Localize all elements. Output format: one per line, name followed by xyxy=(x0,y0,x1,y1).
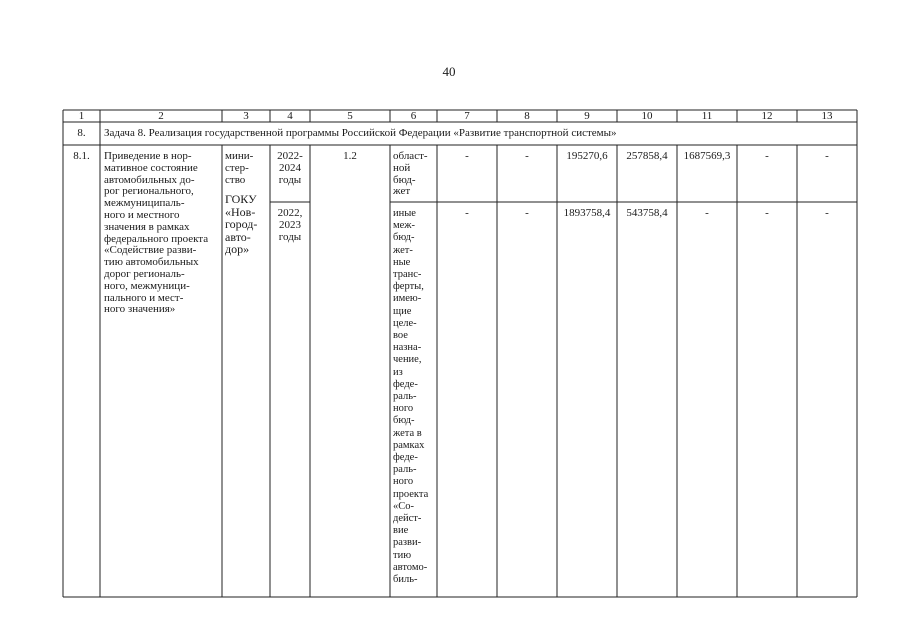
value-r1-c13: - xyxy=(825,150,829,162)
page-number: 40 xyxy=(442,64,456,79)
value-r1-c12: - xyxy=(765,150,769,162)
value-r2-c13: - xyxy=(825,207,829,219)
value-r2-c8: - xyxy=(525,207,529,219)
value-r2-c10: 543758,4 xyxy=(626,207,668,219)
col-header-9: 9 xyxy=(584,110,590,122)
executor-goku: ГОКУ «Нов- город- авто- дор» xyxy=(225,192,258,256)
target-indicator-ref: 1.2 xyxy=(343,150,357,162)
col-header-1: 1 xyxy=(78,110,85,122)
value-r2-c12: - xyxy=(765,207,769,219)
col-header-11: 11 xyxy=(701,110,713,122)
funding-source-federal: иные меж- бюд- жет- ные транс- ферты, имею- щие целе- вое назна- чение, из феде- раль- ного бюд- жета в рамках феде- раль- ного проекта «Со- дейст- вие разви- тию автомо- биль- xyxy=(393,208,429,586)
col-header-4: 4 xyxy=(287,110,293,122)
value-r1-c8: - xyxy=(525,150,529,162)
col-header-2: 2 xyxy=(158,110,164,122)
value-r2-c11: - xyxy=(705,207,709,219)
col-header-8: 8 xyxy=(524,110,530,122)
col-header-12: 12 xyxy=(761,110,773,122)
value-r1-c9: 195270,6 xyxy=(566,150,608,162)
col-header-6: 6 xyxy=(410,110,417,122)
row-number: 8.1. xyxy=(73,150,90,162)
row-name: Приведение в нор- мативное состояние автомобильных до- рог регионального, межмуниципаль- ного и местного значения в рамках федерального проекта «Содействие разви- тию автомобильных дорог региональ- ного, межмуници- пального и мест- ного значения» xyxy=(104,150,209,316)
value-r1-c11: 1687569,3 xyxy=(683,150,731,162)
executor-ministry: мини- стер- ство xyxy=(225,150,254,186)
value-r2-c9: 1893758,4 xyxy=(563,207,611,219)
col-header-3: 3 xyxy=(243,110,249,122)
value-r1-c10: 257858,4 xyxy=(626,150,668,162)
section-number: 8. xyxy=(77,127,86,139)
period-2: 2022, 2023 годы xyxy=(277,207,303,243)
col-header-7: 7 xyxy=(464,110,470,122)
period-1: 2022- 2024 годы xyxy=(277,150,303,186)
value-r1-c7: - xyxy=(465,150,469,162)
section-title: Задача 8. Реализация государственной программы Российской Федерации «Развитие транспортной системы» xyxy=(104,127,617,139)
funding-source-regional: област- ной бюд- жет xyxy=(393,150,428,198)
col-header-5: 5 xyxy=(347,110,353,122)
value-r2-c7: - xyxy=(465,207,469,219)
col-header-13: 13 xyxy=(821,110,833,122)
col-header-10: 10 xyxy=(641,110,653,122)
